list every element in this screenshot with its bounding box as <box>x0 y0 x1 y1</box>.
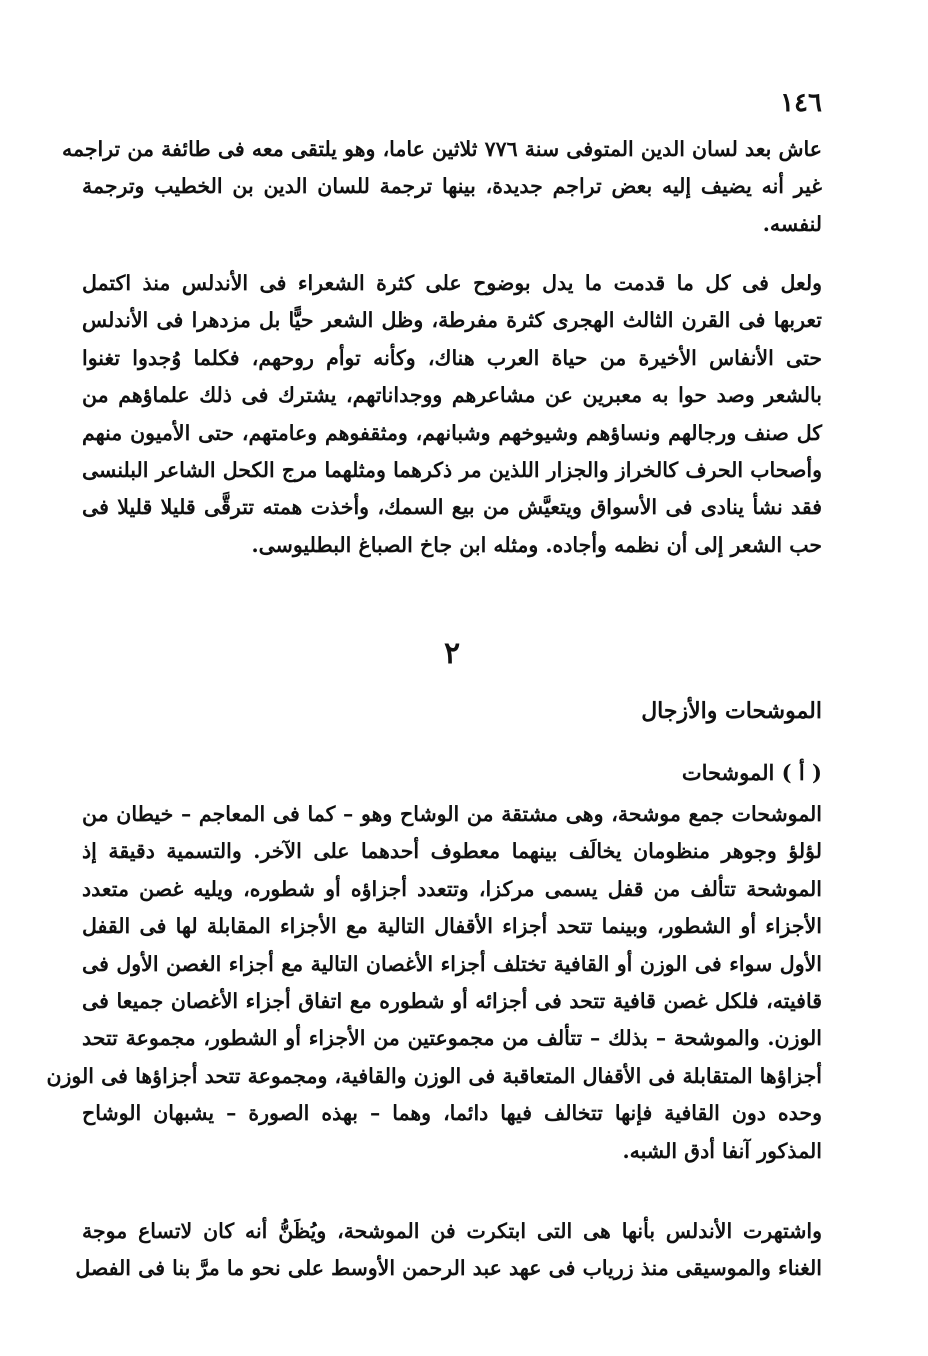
paragraph-4 <box>75 1213 822 1288</box>
text-line: الأجزاء أو الشطور، وبينما تتحد أجزاء الأقفال التالية مع الأجزاء المقابلة لها فى القفل <box>82 914 822 939</box>
text-line: بالشعر وصد حوا به معبرين عن مشاعرهم ووجداناتهم، يشترك فى ذلك علماؤهم من <box>82 383 822 408</box>
section-title: الموشحات والأزجال <box>641 698 822 724</box>
paragraph-3 <box>46 796 822 1170</box>
text-line: أجزاؤها المتقابلة فى الأقفال المتعاقبة فى الوزن والقافية، ومجموعة تتحد أجزاؤها فى الوزن <box>46 1063 822 1088</box>
text-line: ولعل فى كل ما قدمت ما يدل بوضوح على كثرة الشعراء فى الأندلس منذ اكتمل <box>82 271 822 295</box>
text-line: الوزن. والموشحة – بذلك – تتألف من مجموعتين من الأجزاء أو الشطور، مجموعة تتحد <box>82 1026 822 1051</box>
text-line: لؤلؤ وجوهر منظومان يخالَف بينهما معطوف أحدهما على الآخر. والتسمية دقيقة إذ <box>82 839 822 864</box>
page-number: ١٤٦ <box>780 88 822 118</box>
text-line: المذكور آنفا أدق الشبه. <box>622 1138 822 1163</box>
section-number: ٢ <box>443 636 461 671</box>
text-line: الموشحة تتألف من قفل يسمى مركزا، وتتعدد أجزاؤه أو شطوره، ويليه غصن متعدد <box>82 876 822 901</box>
text-line: وأصحاب الحرف كالخراز والجزار اللذين مر ذكرهما ومثلهما مرج الكحل الشاعر البلنسى <box>81 458 822 483</box>
text-line: الغناء والموسيقى منذ زرياب فى عهد عبد الرحمن الأوسط على نحو ما مرَّ بنا فى الفصل <box>75 1256 822 1281</box>
text-line: عاش بعد لسان الدين المتوفى سنة ٧٧٦ ثلاثين عاما، وهو يلتقى معه فى طائفة من تراجمه <box>61 137 822 161</box>
sub-heading: ( أ ) الموشحات <box>681 760 822 785</box>
text-line: الموشحات جمع موشحة، وهى مشتقة من الوشاح وهو – كما فى المعاجم – خيطان من <box>82 802 822 826</box>
paragraph-2 <box>82 265 822 564</box>
text-line: كل صنف ورجالهم ونساؤهم وشيوخهم وشبانهم، ومثقفوهم وعامتهم، حتى الأميون منهم <box>82 420 822 445</box>
text-line: تعربها فى القرن الثالث الهجرى كثرة مفرطة، وظل الشعر حيًّا بل مزدهرا فى الأندلس <box>82 308 823 333</box>
text-line: قافيته، فلكل غصن قافية تتحد فى أجزائه أو شطوره مع اتفاق أجزاء الأغصان جميعا فى <box>82 989 822 1014</box>
page-content <box>46 0 823 1356</box>
text-line: الأول سواء فى الوزن أو القافية تختلف أجزاء الأغصان التالية مع أجزاء الغصن الأول فى <box>82 951 822 976</box>
text-line: واشتهرت الأندلس بأنها هى التى ابتكرت فن الموشحة، ويُظَنُّ أنه كان لاتساع موجة <box>82 1219 822 1243</box>
text-line: حب الشعر إلى أن نظمه وأجاده. ومثله ابن جاخ الصباغ البطليوسى. <box>251 532 822 557</box>
text-line: غير أنه يضيف إليه بعض تراجم جديدة، بينها ترجمة للسان الدين بن الخطيب وترجمة <box>82 174 822 199</box>
paragraph-1 <box>61 131 822 243</box>
text-line: لنفسه. <box>762 211 822 236</box>
text-line: وحده دون القافية فإنها تتخالف فيها دائما، وهما – بهذه الصورة – يشبهان الوشاح <box>82 1101 822 1126</box>
text-line: فقد نشأ ينادى فى الأسواق ويتعيَّش من بيع السمك، وأخذت همته تترقَّى قليلا قليلا فى <box>82 495 822 520</box>
text-line: حتى الأنفاس الأخيرة من حياة العرب هناك، وكأنه توأم روحهم، فكلما وُجدوا تغنوا <box>82 345 822 370</box>
